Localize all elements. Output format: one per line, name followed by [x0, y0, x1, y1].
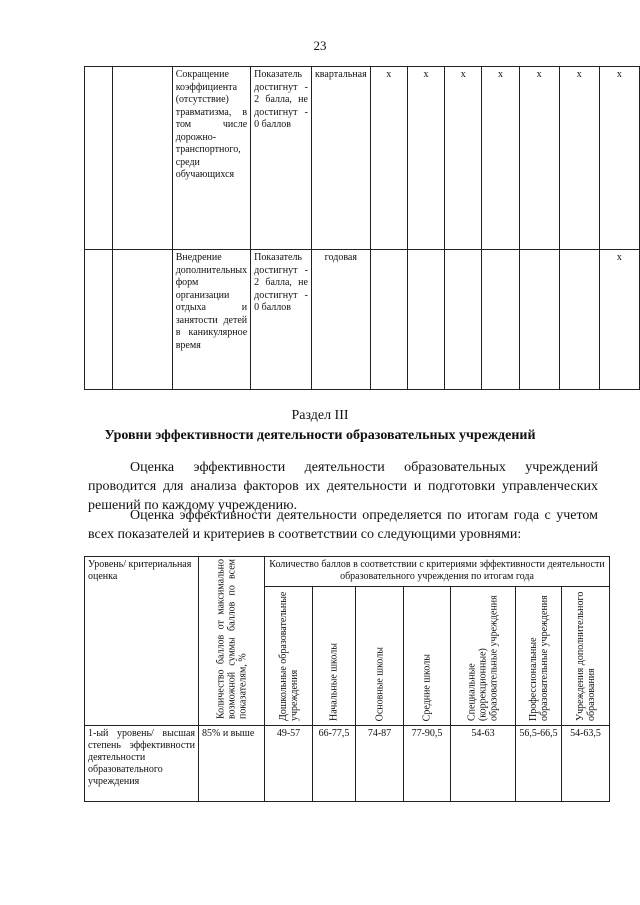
- table-row: [85, 67, 640, 250]
- column-label: Учреждения дополнительного образования: [574, 591, 597, 721]
- header-group: Количество баллов в соответствии с критериями эффективности деятельности образовательного учреждения по итогам года: [265, 557, 610, 587]
- value-cell: 49-57: [265, 726, 313, 802]
- header-percent: [199, 557, 265, 726]
- period-cell: квартальная: [311, 67, 370, 250]
- empty-cell: [113, 250, 172, 390]
- paragraph-purpose: Оценка эффективности деятельности образовательных учреждений проводится для анализа факторов их деятельности и подготовки управленческих решений по каждому учреждению.: [88, 460, 598, 513]
- value-cell: 66-77,5: [313, 726, 356, 802]
- efficiency-levels-table: [84, 556, 610, 802]
- criterion-cell: Показатель достигнут - 2 балла, не достигнут - 0 баллов: [251, 67, 312, 250]
- level-cell: 1-ый уровень/ высшая степень эффективности деятельности образовательного учреждения: [85, 726, 199, 802]
- value-cell: 77-90,5: [404, 726, 451, 802]
- indicator-cell: Сокращение коэффициента (отсутствие) травматизма, в том числе дорожно-транспортного, среди обучающихся: [172, 67, 250, 250]
- mark-cell: x: [599, 250, 639, 390]
- mark-cell: x: [599, 67, 639, 250]
- column-label: Дошкольные образовательные учреждения: [277, 591, 300, 721]
- indicator-cell: Внедрение дополнительных форм организации отдыха и занятости детей в каникулярное время: [172, 250, 250, 390]
- empty-cell: [85, 250, 113, 390]
- mark-cell: x: [559, 67, 599, 250]
- header-column: [404, 587, 451, 726]
- mark-cell: x: [445, 67, 482, 250]
- header-column: [265, 587, 313, 726]
- criterion-cell: Показатель достигнут - 2 балла, не достигнут - 0 баллов: [251, 250, 312, 390]
- mark-cell: x: [407, 67, 444, 250]
- table-header-row: [85, 557, 610, 587]
- value-cell: 54-63: [451, 726, 516, 802]
- column-label: Начальные школы: [328, 642, 340, 721]
- mark-cell: x: [370, 67, 407, 250]
- mark-cell: [370, 250, 407, 390]
- header-column: [356, 587, 404, 726]
- mark-cell: [559, 250, 599, 390]
- value-cell: 56,5-66,5: [516, 726, 562, 802]
- mark-cell: x: [519, 67, 559, 250]
- header-column: [313, 587, 356, 726]
- table-row: [85, 726, 610, 802]
- column-label: Основные школы: [374, 646, 385, 721]
- criteria-table-continuation: [84, 66, 640, 390]
- section-title: Уровни эффективности деятельности образовательных учреждений: [104, 428, 536, 443]
- mark-cell: x: [482, 67, 519, 250]
- empty-cell: [85, 67, 113, 250]
- mark-cell: [445, 250, 482, 390]
- mark-cell: [519, 250, 559, 390]
- header-column: [562, 587, 610, 726]
- header-column: [516, 587, 562, 726]
- period-cell: годовая: [311, 250, 370, 390]
- mark-cell: [407, 250, 444, 390]
- page-number: 23: [313, 38, 327, 53]
- section-number: Раздел III: [291, 408, 349, 423]
- column-label: Специальные (коррекционные) образовательные учреждения: [466, 595, 500, 721]
- column-label: Средние школы: [421, 653, 433, 721]
- percent-cell: 85% и выше: [199, 726, 265, 802]
- header-level: Уровень/ критериальная оценка: [85, 557, 199, 726]
- header-column: [451, 587, 516, 726]
- value-cell: 54-63,5: [562, 726, 610, 802]
- value-cell: 74-87: [356, 726, 404, 802]
- header-percent-text: Количество баллов от максимально возможной суммы баллов по всем показателям, %: [215, 559, 248, 719]
- column-label: Профессиональные образовательные учреждения: [527, 595, 550, 721]
- table-row: [85, 250, 640, 390]
- empty-cell: [113, 67, 172, 250]
- mark-cell: [482, 250, 519, 390]
- paragraph-levels: Оценка эффективности деятельности определяется по итогам года с учетом всех показателей и критериев в соответствии со следующими уровнями:: [88, 508, 598, 542]
